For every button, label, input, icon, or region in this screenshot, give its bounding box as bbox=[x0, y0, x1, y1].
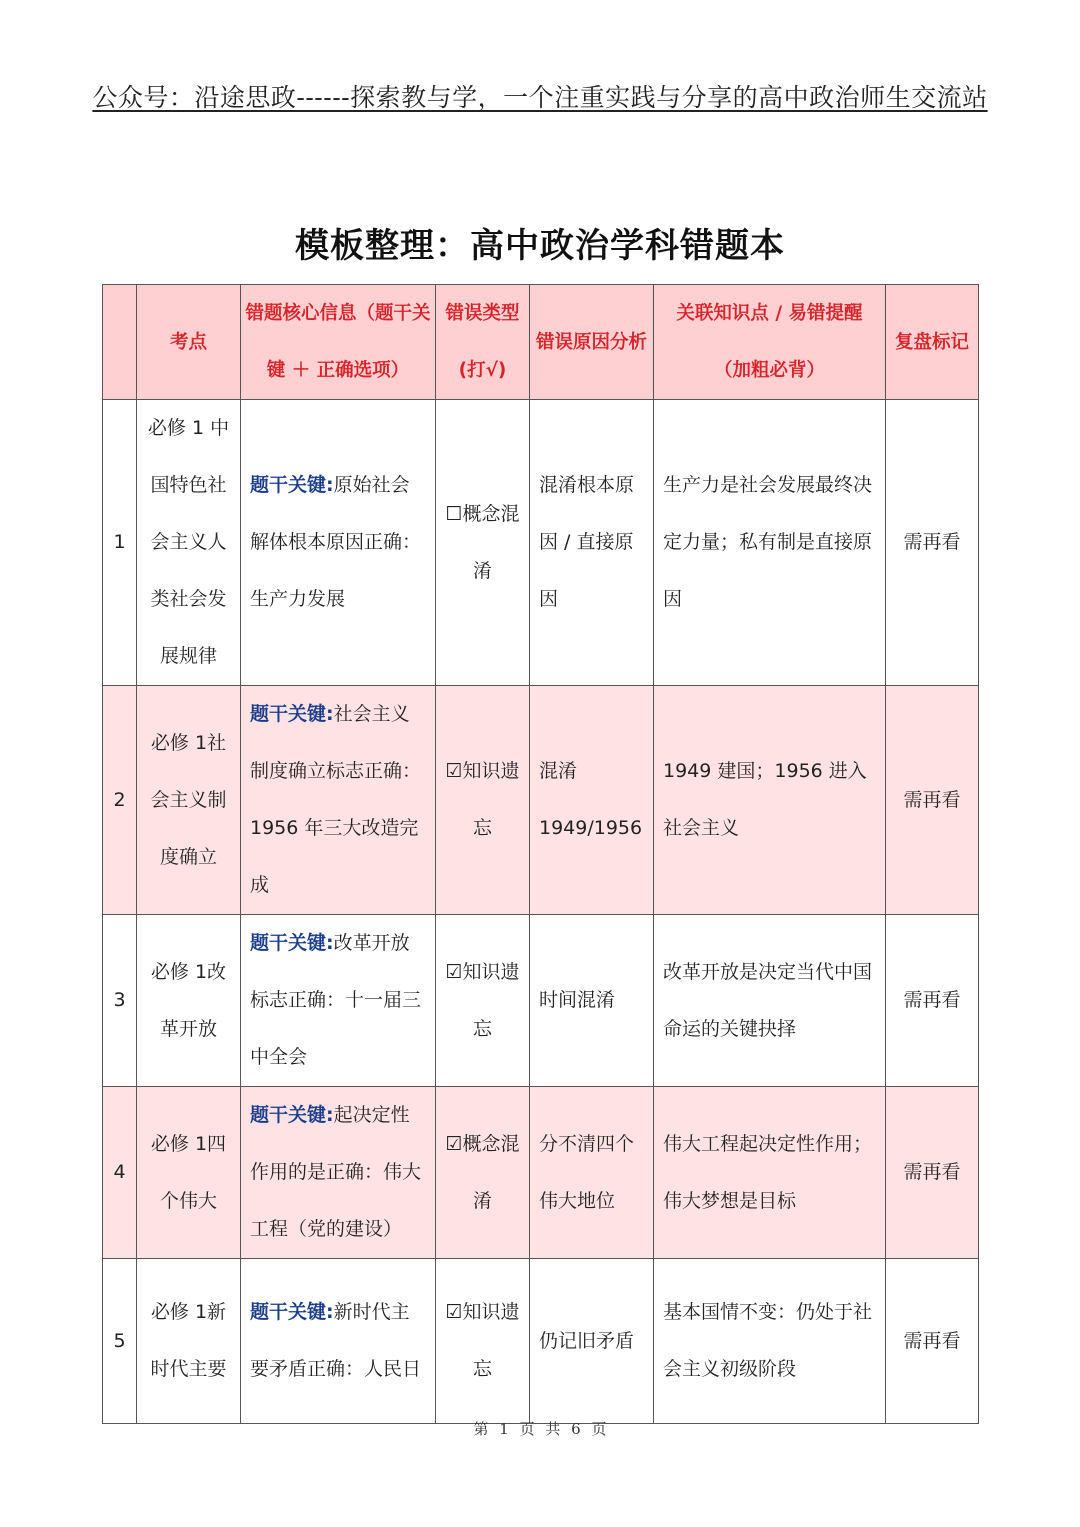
page-footer: 第 1 页 共 6 页 bbox=[473, 1420, 607, 1438]
row-number: 1 bbox=[103, 400, 137, 686]
knowledge-cell: 基本国情不变：仍处于社会主义初级阶段 bbox=[654, 1259, 886, 1424]
table-row bbox=[103, 400, 979, 686]
error-type-cell: ☑概念混淆 bbox=[436, 1087, 530, 1259]
table-row bbox=[103, 1259, 979, 1424]
table-row bbox=[103, 915, 979, 1087]
mistake-table bbox=[102, 284, 979, 1424]
key-label: 题干关键: bbox=[250, 474, 334, 496]
cause-cell: 仍记旧矛盾 bbox=[530, 1259, 654, 1424]
key-info-cell bbox=[241, 1259, 436, 1424]
review-mark-cell: 需再看 bbox=[886, 915, 979, 1087]
cause-cell: 时间混淆 bbox=[530, 915, 654, 1087]
key-info-cell bbox=[241, 915, 436, 1087]
header-cell-cause: 错误原因分析 bbox=[530, 285, 654, 400]
key-label: 题干关键: bbox=[250, 1104, 334, 1126]
header-cell-key-info: 错题核心信息（题干关键 ＋ 正确选项） bbox=[241, 285, 436, 400]
topic-cell: 必修 1 中国特色社会主义人类社会发展规律 bbox=[137, 400, 241, 686]
knowledge-cell: 改革开放是决定当代中国命运的关键抉择 bbox=[654, 915, 886, 1087]
key-info-cell bbox=[241, 400, 436, 686]
header-cell-knowledge: 关联知识点 / 易错提醒（加粗必背） bbox=[654, 285, 886, 400]
key-text: 改革开放标志正确：十一届三中全会 bbox=[250, 932, 422, 1068]
cause-cell: 分不清四个伟大地位 bbox=[530, 1087, 654, 1259]
knowledge-cell: 伟大工程起决定性作用；伟大梦想是目标 bbox=[654, 1087, 886, 1259]
key-text: 起决定性作用的是正确：伟大工程（党的建设） bbox=[250, 1104, 422, 1240]
cause-cell: 混淆 1949/1956 bbox=[530, 686, 654, 915]
header-cell-index bbox=[103, 285, 137, 400]
knowledge-cell: 1949 建国；1956 进入社会主义 bbox=[654, 686, 886, 915]
review-mark-cell: 需再看 bbox=[886, 400, 979, 686]
table-row bbox=[103, 1087, 979, 1259]
cause-cell: 混淆根本原因 / 直接原因 bbox=[530, 400, 654, 686]
review-mark-cell: 需再看 bbox=[886, 1087, 979, 1259]
row-number: 3 bbox=[103, 915, 137, 1087]
topic-cell: 必修 1新时代主要 bbox=[137, 1259, 241, 1424]
review-mark-cell: 需再看 bbox=[886, 686, 979, 915]
topic-cell: 必修 1四个伟大 bbox=[137, 1087, 241, 1259]
key-label: 题干关键: bbox=[250, 932, 334, 954]
review-mark-cell: 需再看 bbox=[886, 1259, 979, 1424]
topic-cell: 必修 1改革开放 bbox=[137, 915, 241, 1087]
row-number: 2 bbox=[103, 686, 137, 915]
table-row bbox=[103, 686, 979, 915]
error-type-cell: ☑知识遗忘 bbox=[436, 686, 530, 915]
table-header-row bbox=[103, 285, 979, 400]
key-info-cell bbox=[241, 1087, 436, 1259]
knowledge-cell: 生产力是社会发展最终决定力量；私有制是直接原因 bbox=[654, 400, 886, 686]
header-cell-error-type: 错误类型(打√) bbox=[436, 285, 530, 400]
key-text: 新时代主要矛盾正确：人民日 bbox=[250, 1301, 422, 1380]
error-type-cell: ☑知识遗忘 bbox=[436, 915, 530, 1087]
topic-cell: 必修 1社会主义制度确立 bbox=[137, 686, 241, 915]
page-header: 公众号：沿途思政------探索教与学，一个注重实践与分享的高中政治师生交流站 bbox=[92, 83, 988, 112]
document-title: 模板整理：高中政治学科错题本 bbox=[295, 226, 785, 266]
header-cell-review-mark: 复盘标记 bbox=[886, 285, 979, 400]
key-text: 社会主义制度确立标志正确：1956 年三大改造完成 bbox=[250, 703, 422, 896]
key-info-cell bbox=[241, 686, 436, 915]
key-label: 题干关键: bbox=[250, 1301, 334, 1323]
row-number: 4 bbox=[103, 1087, 137, 1259]
error-type-cell: ☐概念混淆 bbox=[436, 400, 530, 686]
error-type-cell: ☑知识遗忘 bbox=[436, 1259, 530, 1424]
key-label: 题干关键: bbox=[250, 703, 334, 725]
row-number: 5 bbox=[103, 1259, 137, 1424]
header-cell-topic: 考点 bbox=[137, 285, 241, 400]
key-text: 原始社会解体根本原因正确：生产力发展 bbox=[250, 474, 422, 610]
